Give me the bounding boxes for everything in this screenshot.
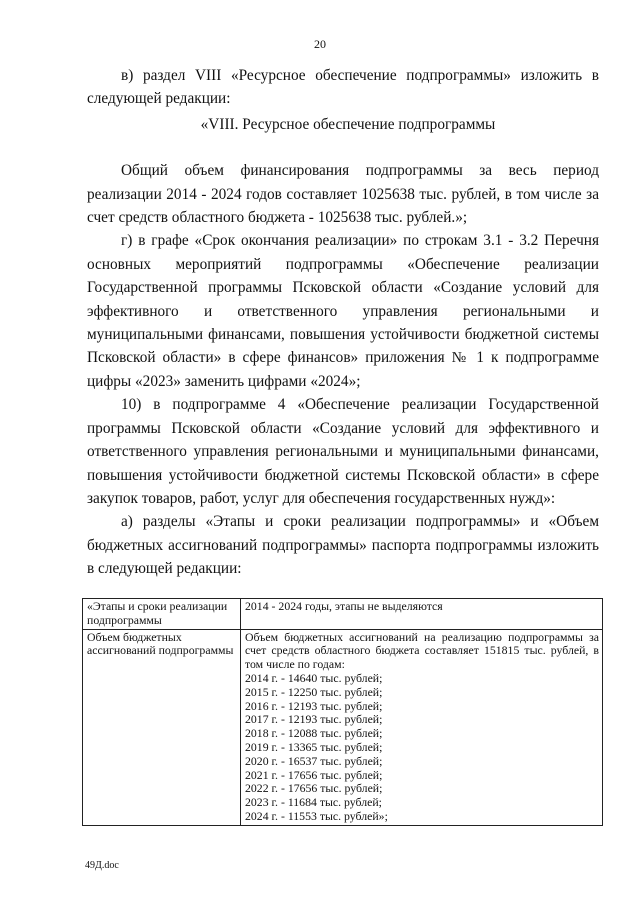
file-name-footer: 49Д.doc [85, 860, 119, 871]
paragraph-section-viii: в) раздел VIII «Ресурсное обеспечение подпрограммы» изложить в следующей редакции: [87, 67, 599, 108]
table-cell-value [241, 629, 603, 825]
year-line: 2014 г. - 14640 тыс. рублей; [245, 670, 383, 685]
table-row [83, 629, 603, 825]
budget-intro: Объем бюджетных ассигнований на реализацию подпрограммы за счет средств областного бюджета составляет 151815 тыс. рублей, в том числе по годам: [245, 629, 599, 672]
year-line: 2015 г. - 12250 тыс. рублей; [245, 684, 383, 699]
year-line: 2017 г. - 12193 тыс. рублей; [245, 712, 383, 727]
year-line: 2019 г. - 13365 тыс. рублей; [245, 739, 383, 754]
passport-table [82, 598, 603, 826]
year-line: 2021 г. - 17656 тыс. рублей; [245, 767, 383, 782]
paragraph-financing-total: Общий объем финансирования подпрограммы за весь период реализации 2014 - 2024 годов составляет 1025638 тыс. рублей, в том числе за счет средств областного бюджета - 1025638 тыс. рублей.»; [87, 162, 599, 227]
section-heading: «VIII. Ресурсное обеспечение подпрограммы [200, 115, 496, 133]
year-line: 2016 г. - 12193 тыс. рублей; [245, 698, 383, 713]
year-line: 2024 г. - 11553 тыс. рублей»; [245, 808, 388, 823]
table-row [83, 599, 603, 630]
paragraph-item-10: 10) в подпрограмме 4 «Обеспечение реализации Государственной программы Псковской области «Создание условий для эффективного и ответственного управления региональными и муниципальными финансами, повышения устойчивости бюджетной системы Псковской области» в сфере закупок товаров, работ, услуг для обеспечения государственных нужд»: [87, 396, 599, 507]
table-cell-label: «Этапы и сроки реализации подпрограммы [83, 599, 241, 630]
page-number: 20 [314, 37, 326, 51]
document-body [87, 64, 599, 581]
year-line: 2018 г. - 12088 тыс. рублей; [245, 726, 383, 741]
paragraph-item-g: г) в графе «Срок окончания реализации» по строкам 3.1 - 3.2 Перечня основных мероприятий подпрограммы «Обеспечение реализации Государственной программы Псковской области «Создание условий для эффективного и ответственного управления региональными и муниципальными финансами, повышения устойчивости бюджетной системы Псковской области» в сфере финансов» приложения № 1 к подпрограмме цифры «2023» заменить цифрами «2024»; [87, 232, 599, 390]
paragraph-item-a: а) разделы «Этапы и сроки реализации подпрограммы» и «Объем бюджетных ассигнований подпрограммы» паспорта подпрограммы изложить в следующей редакции: [87, 513, 599, 578]
year-line: 2022 г. - 17656 тыс. рублей; [245, 781, 383, 796]
year-line: 2023 г. - 11684 тыс. рублей; [245, 795, 382, 810]
table-cell-label: Объем бюджетных ассигнований подпрограммы [83, 629, 241, 825]
year-line: 2020 г. - 16537 тыс. рублей; [245, 753, 383, 768]
table-cell-value: 2014 - 2024 годы, этапы не выделяются [241, 599, 603, 630]
